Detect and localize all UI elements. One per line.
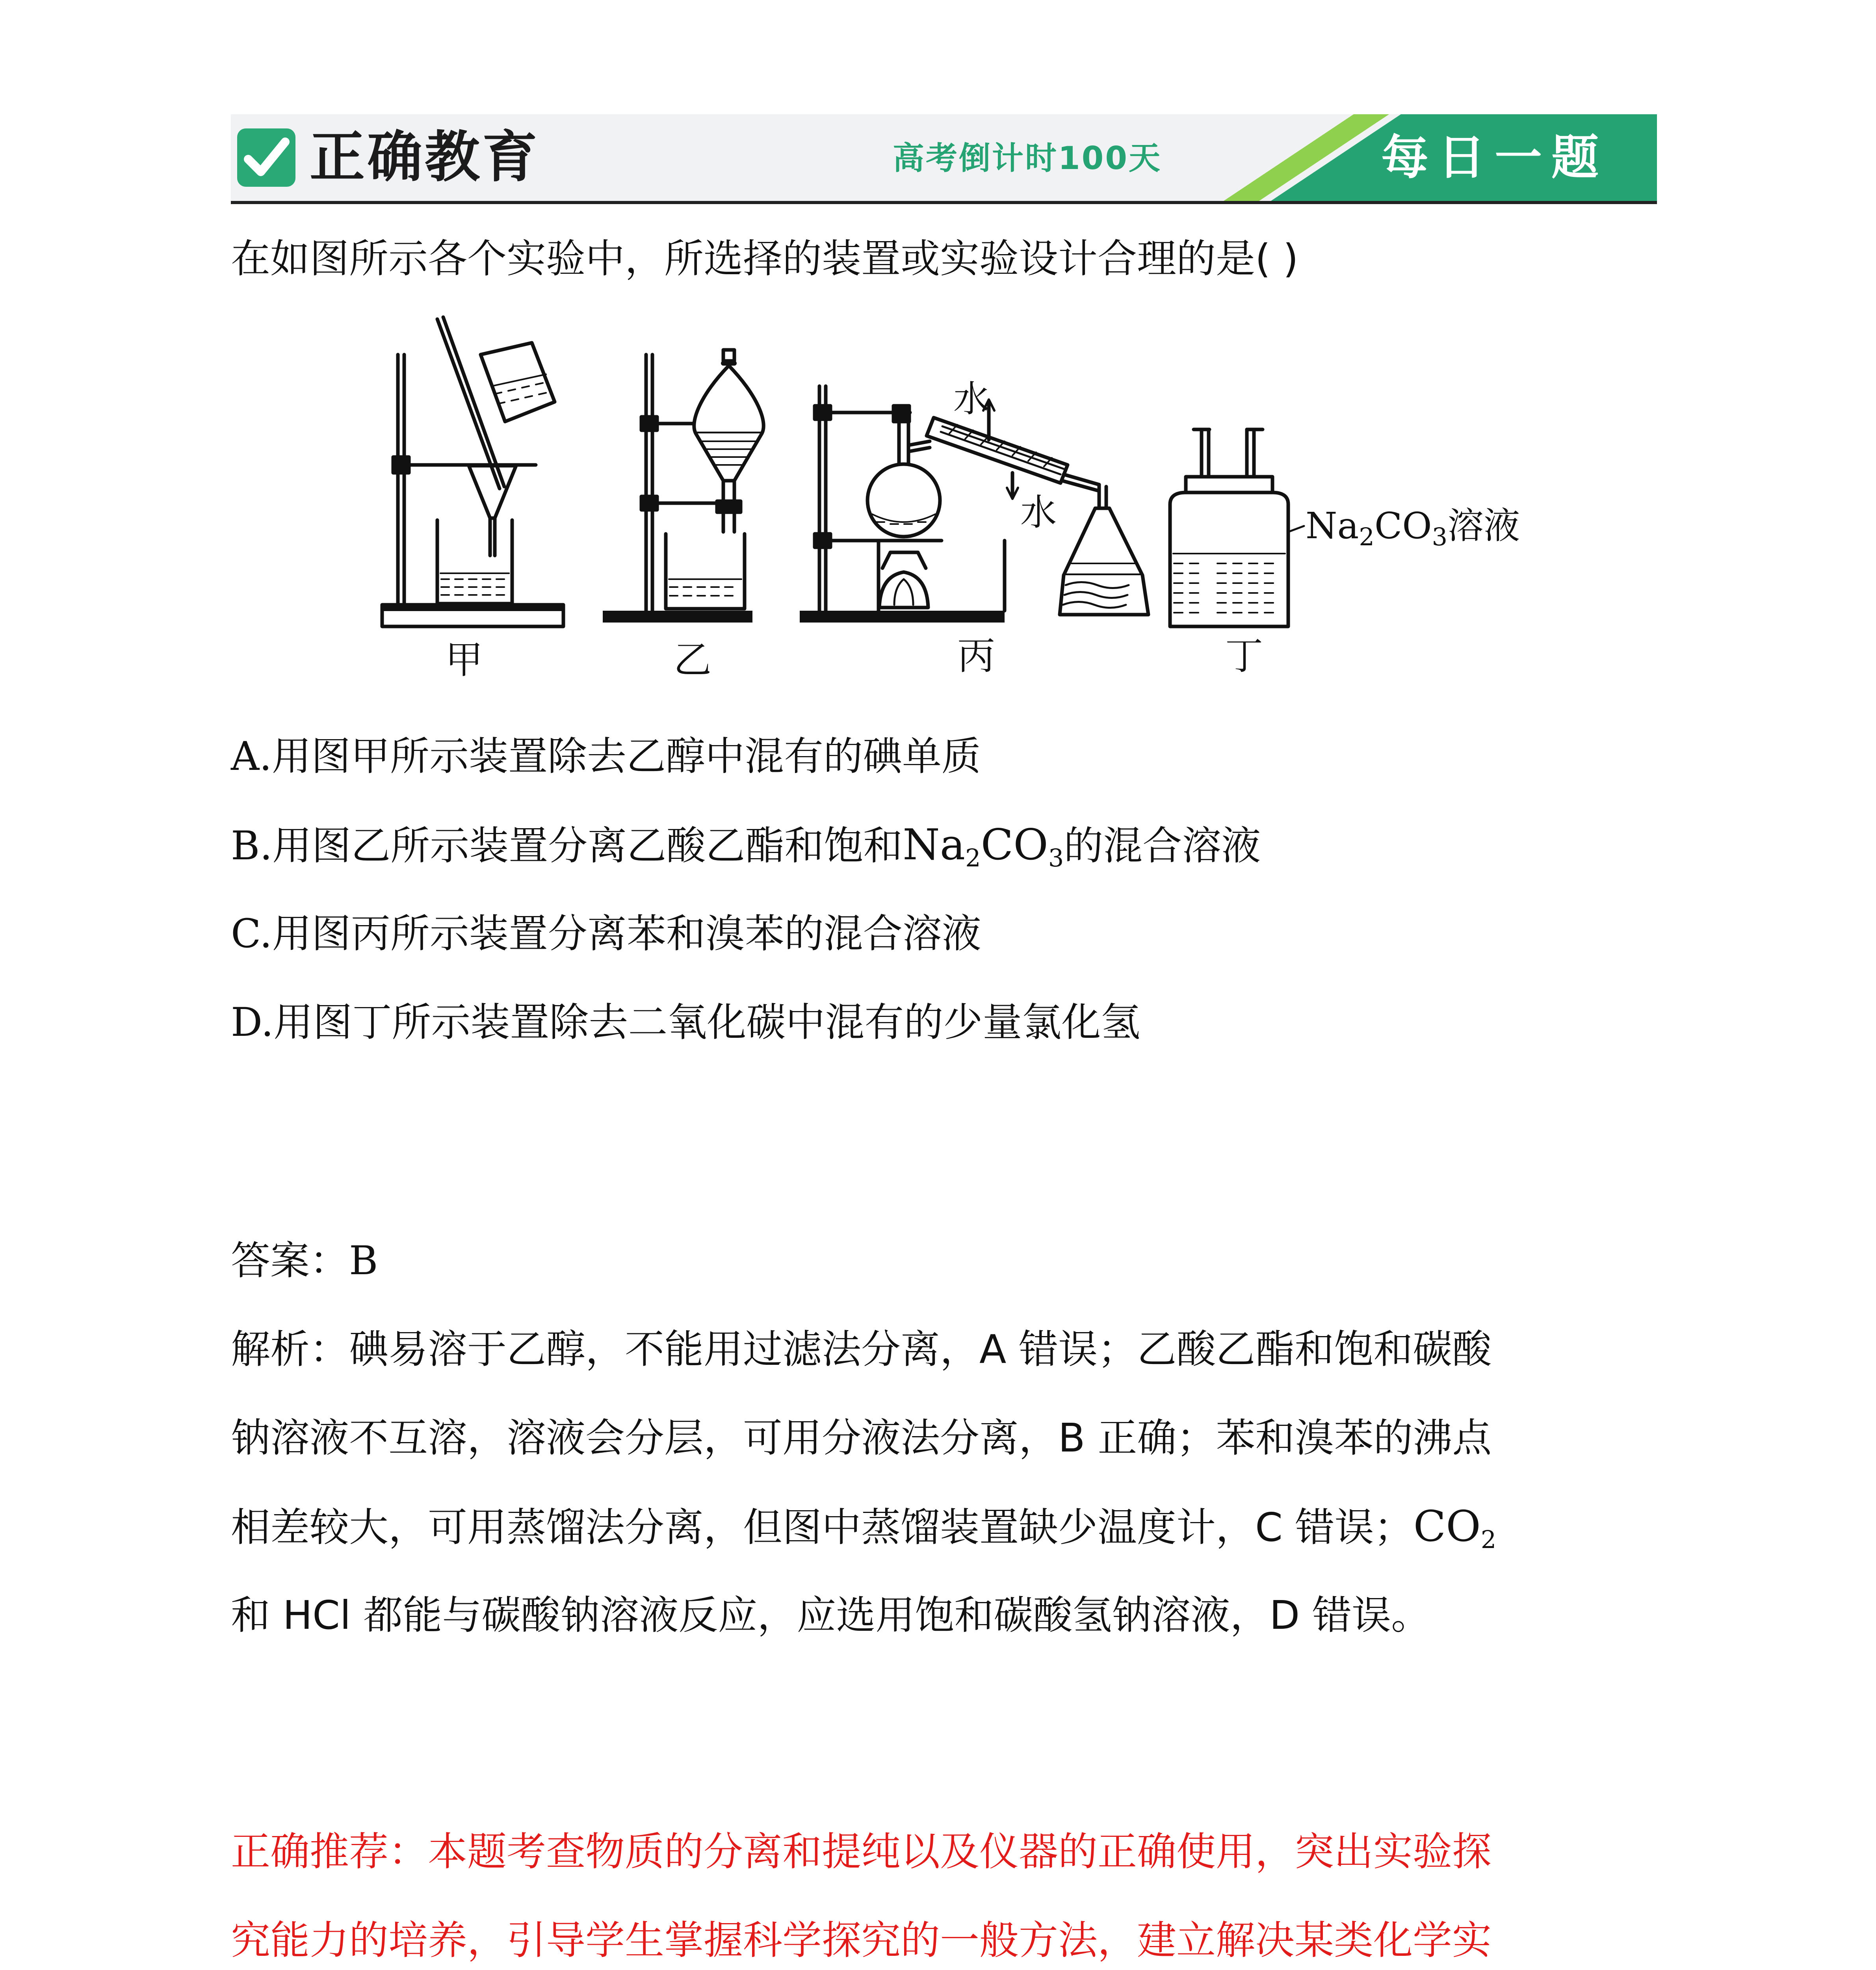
figure-label-jia: 甲 — [445, 638, 483, 682]
analysis-line-2: 钠溶液不互溶，溶液会分层，可用分液法分离，B 正确；苯和溴苯的沸点 — [231, 1415, 1492, 1461]
analysis-line-1: 解析：碘易溶于乙醇，不能用过滤法分离，A 错误；乙酸乙酯和饱和碳酸 — [231, 1326, 1492, 1372]
figure-label-bing: 丙 — [957, 634, 995, 678]
header-rule — [231, 201, 1657, 204]
figure-label-ding: 丁 — [1225, 634, 1263, 678]
answer-line: 答案：B — [231, 1238, 378, 1284]
countdown-text: 高考倒计时100天 — [893, 140, 1162, 177]
analysis-line-4: 和 HCl 都能与碳酸钠溶液反应，应选用饱和碳酸氢钠溶液，D 错误。 — [231, 1592, 1431, 1638]
daily-question-title: 每日一题 — [1381, 130, 1608, 185]
apparatus-jia — [382, 317, 563, 626]
apparatus-yi — [603, 350, 763, 623]
option-a: A.用图甲所示装置除去乙醇中混有的碘单质 — [231, 733, 981, 779]
recommend-line-2: 究能力的培养，引导学生掌握科学探究的一般方法，建立解决某类化学实 — [231, 1917, 1492, 1963]
check-mark-icon — [235, 126, 298, 189]
option-b: B.用图乙所示装置分离乙酸乙酯和饱和$Na_2CO_3$的混合溶液 — [231, 820, 1261, 872]
option-d: D.用图丁所示装置除去二氧化碳中混有的少量氯化氢 — [231, 999, 1140, 1045]
water-in-label: 水 — [1020, 491, 1057, 533]
question-stem: 在如图所示各个实验中，所选择的装置或实验设计合理的是( ) — [231, 236, 1298, 282]
header-bar — [231, 114, 1657, 201]
analysis-line-3: 相差较大，可用蒸馏法分离，但图中蒸馏装置缺少温度计，C 错误；$CO_2$ — [231, 1502, 1497, 1554]
apparatus-ding — [1170, 429, 1304, 626]
solution-label: $Na_2CO_3$溶液 — [1306, 505, 1520, 551]
apparatus-bing — [800, 386, 1148, 623]
recommend-line-1: 正确推荐：本题考查物质的分离和提纯以及仪器的正确使用，突出实验探 — [231, 1829, 1492, 1875]
figure-label-yi: 乙 — [674, 638, 711, 682]
brand-name: 正确教育 — [310, 125, 540, 190]
option-c: C.用图丙所示装置分离苯和溴苯的混合溶液 — [231, 911, 981, 957]
apparatus-figure — [366, 311, 1520, 701]
water-out-label: 水 — [953, 378, 990, 420]
